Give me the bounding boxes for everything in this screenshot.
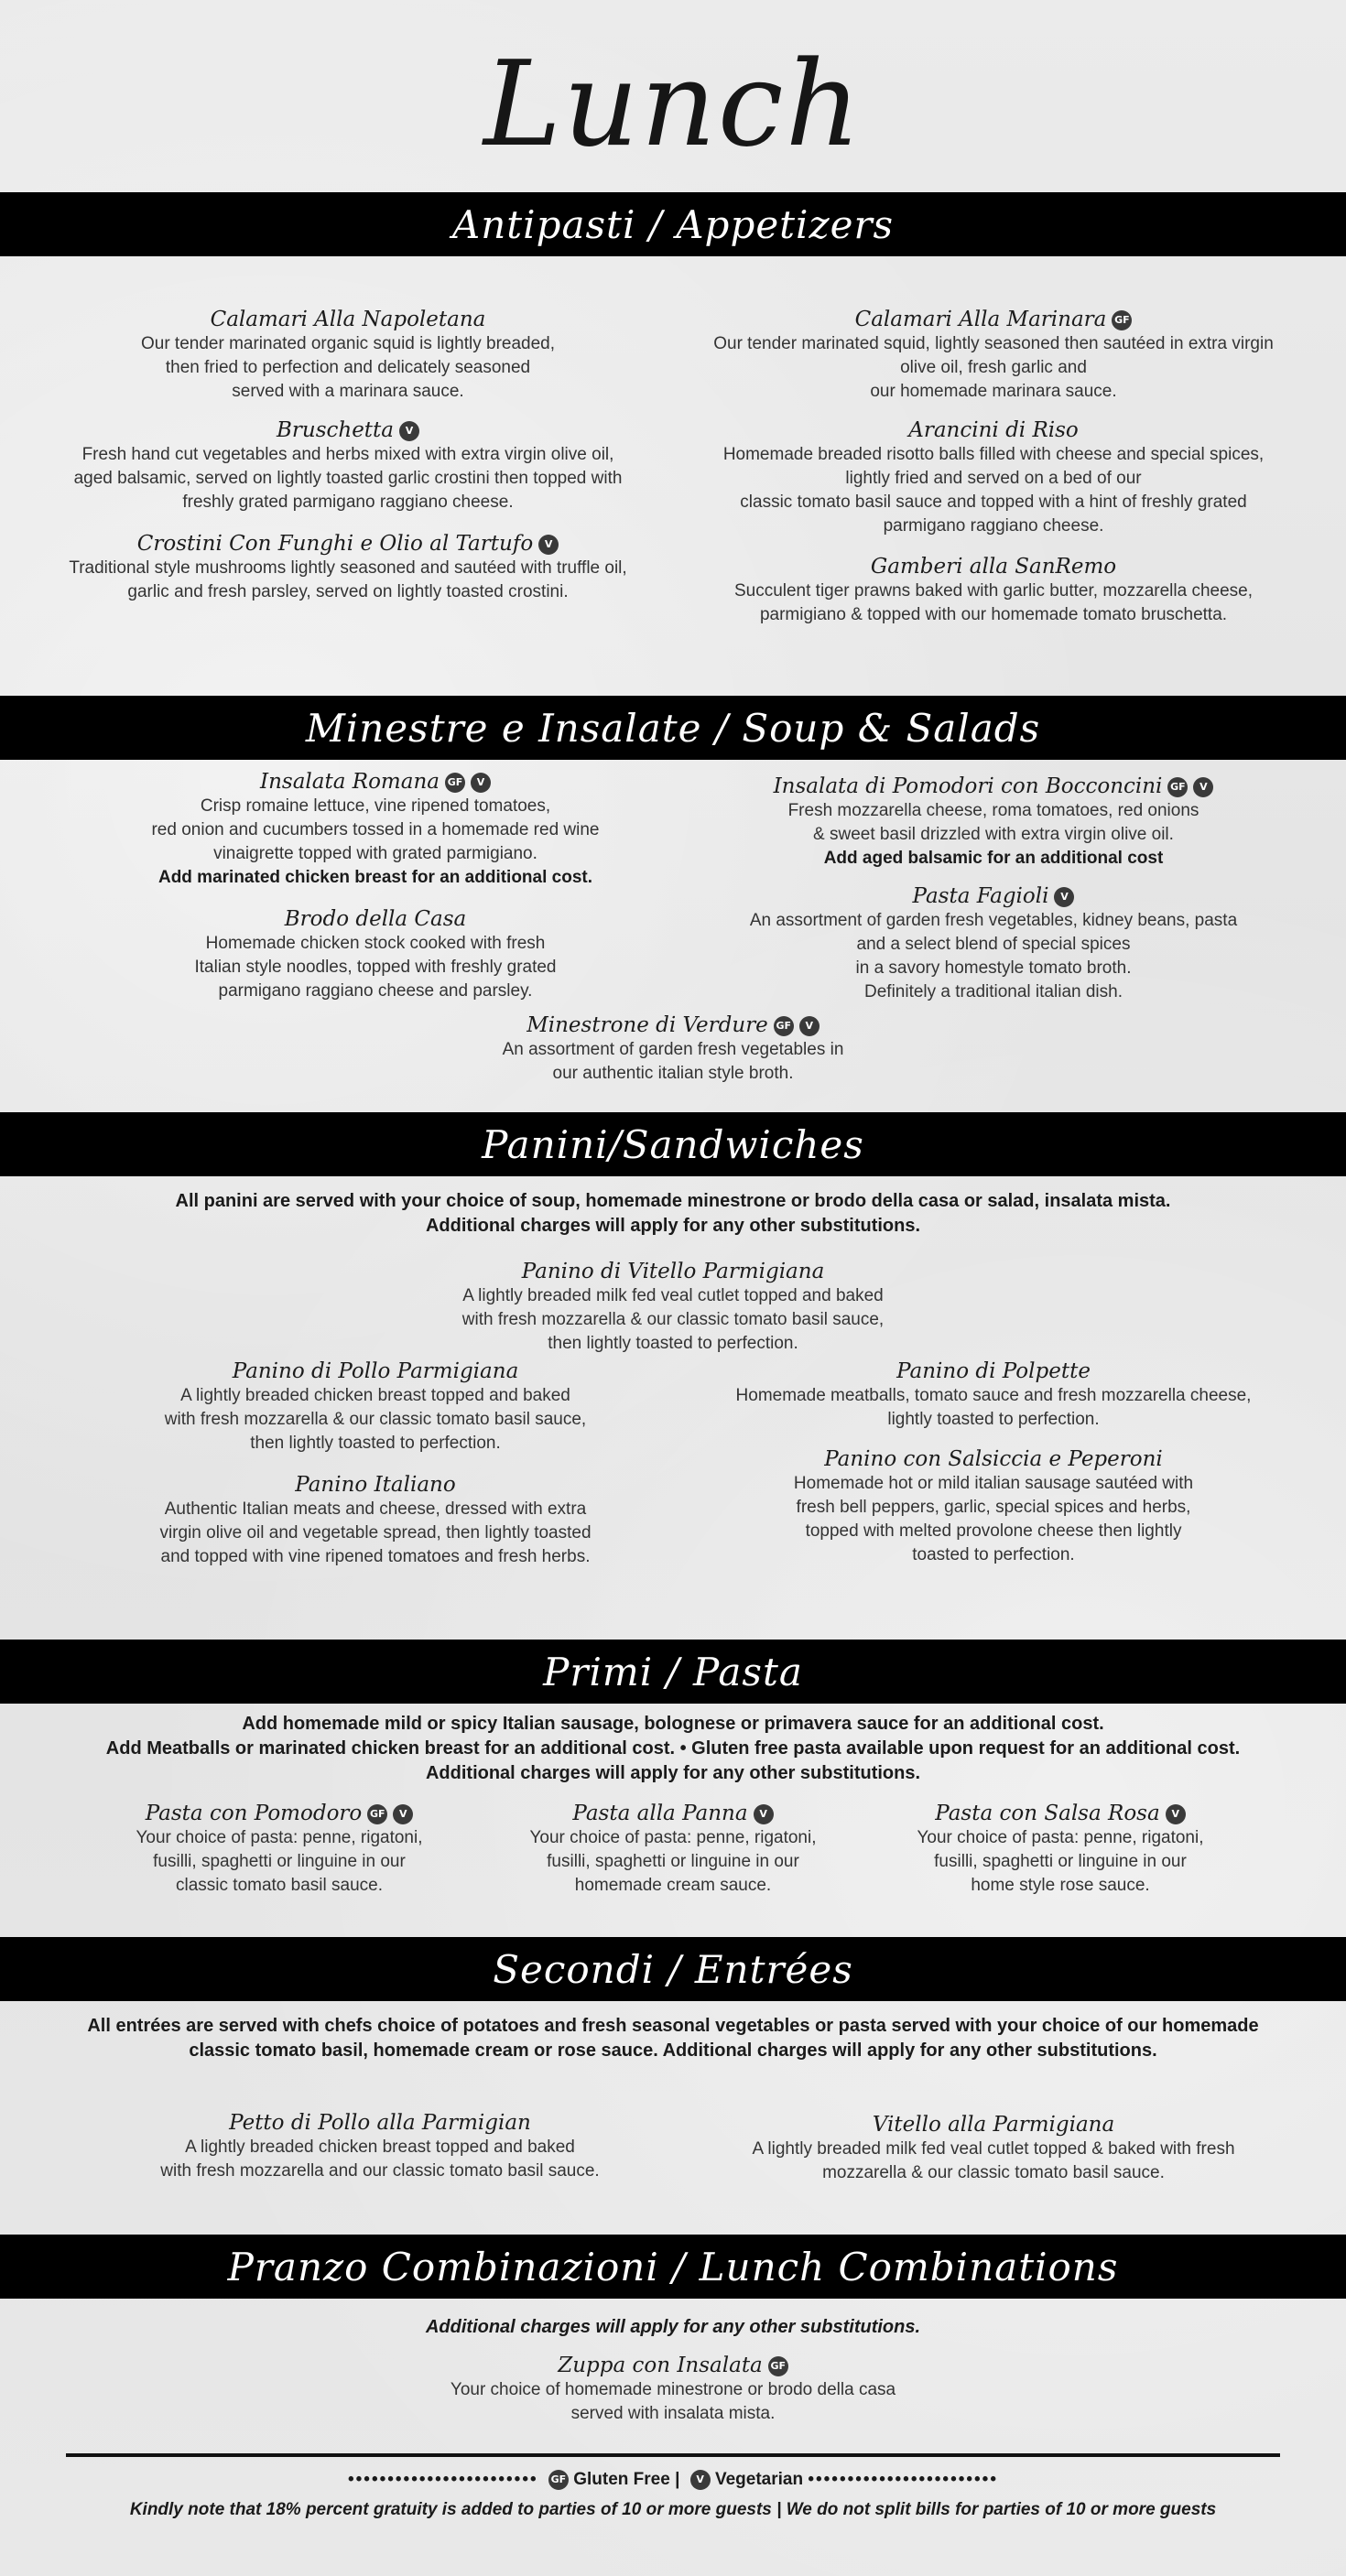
vegetarian-icon: V — [1054, 887, 1074, 907]
section-header-panini — [0, 1112, 1346, 1176]
combos-note: Additional charges will apply for any other substitutions. — [425, 2317, 921, 2337]
item-name: Pasta con Salsa Rosa — [935, 1802, 1160, 1825]
section-header-appetizers — [0, 192, 1346, 256]
item-description: Your choice of pasta: penne, rigatoni, fusilli, spaghetti or linguine in our classic tomato basil sauce. — [136, 1828, 423, 1895]
section-header-combos — [0, 2235, 1346, 2299]
item-name: Insalata Romana — [260, 770, 440, 794]
section-title: Antipasti / Appetizers — [451, 201, 895, 247]
gluten-free-icon: GF — [548, 2470, 569, 2490]
item-description: Homemade chicken stock cooked with fresh Italian style noodles, topped with freshly grated parmigano raggiano cheese and parsley. — [194, 934, 557, 1001]
vegetarian-icon: V — [1193, 777, 1213, 797]
item-name: Calamari Alla Napoletana — [210, 308, 486, 331]
item-description: Homemade hot or mild italian sausage sautéed with fresh bell peppers, garlic, special spices and herbs, topped with melted provolone cheese then lightly toasted to perfection. — [793, 1474, 1194, 1564]
item-extra: Add marinated chicken breast for an additional cost. — [157, 868, 593, 887]
item-name: Panino di Pollo Parmigiana — [232, 1359, 519, 1383]
gluten-free-icon: GF — [367, 1804, 387, 1824]
menu-item-insalata-romana — [73, 769, 678, 890]
item-description: Our tender marinated squid, lightly seasoned then sautéed in extra virgin olive oil, fresh garlic and our homemade marinara sauce. — [713, 334, 1274, 401]
vegetarian-icon: V — [754, 1804, 774, 1824]
gluten-free-icon: GF — [1167, 777, 1188, 797]
dotted-leader: •••••••••••••••••••••••• — [808, 2470, 998, 2490]
item-description: Your choice of pasta: penne, rigatoni, fusilli, spaghetti or linguine in our homemade cream sauce. — [529, 1828, 817, 1895]
item-description: A lightly breaded milk fed veal cutlet topped and baked with fresh mozzarella & our classic tomato basil sauce, then lightly toasted to perfection. — [461, 1286, 885, 1353]
gluten-free-icon: GF — [768, 2356, 788, 2376]
item-name: Vitello alla Parmigiana — [872, 2113, 1115, 2137]
item-description: Succulent tiger prawns baked with garlic butter, mozzarella cheese, parmigiano & topped with our homemade tomato bruschetta. — [733, 581, 1254, 624]
pasta-note: Add homemade mild or spicy Italian sausage, bolognese or primavera sauce for an additional cost. Add Meatballs or marinated chicken breast for an additional cost. • Gluten free pasta available upon request for an additional cost. Additional charges will apply for any other substitutions. — [105, 1714, 1241, 1783]
vegetarian-icon: V — [399, 421, 419, 441]
item-description: Homemade breaded risotto balls filled with cheese and special spices, lightly fried and served on a bed of our classic tomato basil sauce and topped with a hint of freshly grated parmigano raggiano cheese. — [722, 445, 1265, 536]
item-name: Insalata di Pomodori con Bocconcini — [773, 774, 1163, 798]
item-name: Pasta Fagioli — [912, 884, 1049, 908]
item-name: Zuppa con Insalata — [558, 2354, 763, 2377]
dietary-legend — [0, 2470, 1346, 2490]
item-description: Homemade meatballs, tomato sauce and fresh mozzarella cheese, lightly toasted to perfection. — [735, 1386, 1252, 1429]
section-title: Secondi / Entrées — [493, 1946, 853, 1992]
item-name: Panino di Polpette — [896, 1359, 1091, 1383]
item-name: Panino di Vitello Parmigiana — [521, 1260, 825, 1283]
gluten-free-icon: GF — [1112, 310, 1132, 330]
vegetarian-icon: V — [1166, 1804, 1186, 1824]
menu-item-pasta-rosa — [859, 1801, 1262, 1898]
dotted-leader: •••••••••••••••••••••••• — [347, 2470, 538, 2490]
item-name: Crostini Con Funghi e Olio al Tartufo — [136, 532, 534, 556]
panini-note: All panini are served with your choice of soup, homemade minestrone or brodo della casa or salad, insalata mista. Additional charges will apply for any other substitutions. — [175, 1191, 1171, 1236]
vegetarian-icon: V — [690, 2470, 711, 2490]
section-header-pasta — [0, 1640, 1346, 1704]
menu-item-petto-pollo — [73, 2110, 687, 2183]
legend-vegetarian: Vegetarian — [714, 2470, 804, 2490]
gluten-free-icon: GF — [774, 1016, 794, 1036]
item-description: Fresh mozzarella cheese, roma tomatoes, red onions & sweet basil drizzled with extra virgin olive oil. Add aged balsamic for an additional cost — [678, 799, 1309, 871]
menu-item-panino-vitello — [353, 1259, 993, 1356]
item-description: Crisp romaine lettuce, vine ripened tomatoes, red onion and cucumbers tossed in a homemade red wine vinaigrette topped with grated parmigiano. Add marinated chicken breast for an additional cost. — [73, 795, 678, 890]
item-description: Fresh hand cut vegetables and herbs mixed with extra virgin olive oil, aged balsamic, served on lightly toasted garlic crostini then topped with freshly grated parmigano raggiano cheese. — [73, 445, 623, 512]
item-name: Gamberi alla SanRemo — [870, 555, 1117, 579]
menu-item-pasta-pomodoro — [78, 1801, 481, 1898]
menu-item-zuppa — [353, 2353, 993, 2426]
section-title: Minestre e Insalate / Soup & Salads — [305, 705, 1041, 751]
menu-item-insalata-pomodori — [678, 774, 1309, 871]
legend-gluten-free: Gluten Free — [573, 2470, 670, 2490]
item-description: Your choice of homemade minestrone or brodo della casa served with insalata mista. — [450, 2380, 896, 2423]
menu-item-calamari-marinara — [678, 307, 1309, 404]
menu-item-arancini — [678, 417, 1309, 538]
footer-divider — [66, 2453, 1280, 2457]
item-name: Minestrone di Verdure — [526, 1013, 768, 1037]
vegetarian-icon: V — [538, 535, 559, 555]
menu-item-panino-polpette — [678, 1358, 1309, 1432]
vegetarian-icon: V — [393, 1804, 413, 1824]
menu-item-pasta-fagioli — [678, 883, 1309, 1004]
menu-item-vitello — [678, 2112, 1309, 2185]
item-name: Petto di Pollo alla Parmigian — [229, 2111, 531, 2135]
item-extra: Add aged balsamic for an additional cost — [823, 849, 1164, 868]
menu-item-calamari-napoletana — [37, 307, 659, 404]
item-description: Authentic Italian meats and cheese, dressed with extra virgin olive oil and vegetable spread, then lightly toasted and topped with vine ripened tomatoes and fresh herbs. — [159, 1499, 592, 1566]
item-description: Your choice of pasta: penne, rigatoni, fusilli, spaghetti or linguine in our home style rose sauce. — [917, 1828, 1204, 1895]
item-name: Panino con Salsiccia e Peperoni — [824, 1447, 1163, 1471]
menu-item-pasta-panna — [472, 1801, 874, 1898]
item-description: A lightly breaded chicken breast topped and baked with fresh mozzarella & our classic tomato basil sauce, then lightly toasted to perfection. — [164, 1386, 587, 1453]
menu-item-panino-pollo — [73, 1358, 678, 1456]
menu-item-brodo — [73, 906, 678, 1003]
item-name: Panino Italiano — [295, 1473, 456, 1497]
entrees-note: All entrées are served with chefs choice of potatoes and fresh seasonal vegetables or pasta served with your choice of our homemade classic tomato basil, homemade cream or rose sauce. Additional charges will apply for any other substitutions. — [87, 2016, 1259, 2061]
menu-item-bruschetta — [37, 417, 659, 514]
item-name: Arancini di Riso — [908, 418, 1079, 442]
item-name: Calamari Alla Marinara — [854, 308, 1107, 331]
vegetarian-icon: V — [799, 1016, 820, 1036]
item-name: Brodo della Casa — [284, 907, 467, 931]
menu-item-crostini — [37, 531, 659, 604]
gluten-free-icon: GF — [445, 773, 465, 793]
item-name: Pasta alla Panna — [572, 1802, 748, 1825]
item-description: Our tender marinated organic squid is lightly breaded, then fried to perfection and delicately seasoned served with a marinara sauce. — [140, 334, 556, 401]
menu-item-gamberi — [678, 554, 1309, 627]
item-description: A lightly breaded chicken breast topped and baked with fresh mozzarella and our classic tomato basil sauce. — [160, 2138, 600, 2181]
item-description: An assortment of garden fresh vegetables in our authentic italian style broth. — [502, 1040, 844, 1083]
item-name: Pasta con Pomodoro — [145, 1802, 363, 1825]
menu-item-minestrone — [353, 1012, 993, 1086]
menu-title: Lunch — [483, 37, 863, 173]
item-name: Bruschetta — [276, 418, 395, 442]
gratuity-note: Kindly note that 18% percent gratuity is added to parties of 10 or more guests | We do not split bills for parties of 10 or more guests — [129, 2500, 1217, 2519]
section-header-entrees — [0, 1937, 1346, 2001]
section-title: Primi / Pasta — [543, 1649, 803, 1694]
menu-item-panino-salsiccia — [678, 1446, 1309, 1567]
item-description: A lightly breaded milk fed veal cutlet topped & baked with fresh mozzarella & our classic tomato basil sauce. — [752, 2139, 1235, 2182]
section-header-soups — [0, 696, 1346, 760]
item-description: An assortment of garden fresh vegetables, kidney beans, pasta and a select blend of special spices in a savory homestyle tomato broth. Definitely a traditional italian dish. — [749, 911, 1238, 1001]
item-description: Traditional style mushrooms lightly seasoned and sautéed with truffle oil, garlic and fresh parsley, served on lightly toasted crostini. — [69, 558, 627, 601]
vegetarian-icon: V — [471, 773, 491, 793]
legend-separator: | — [675, 2470, 680, 2490]
section-title: Panini/Sandwiches — [482, 1121, 864, 1167]
section-title: Pranzo Combinazioni / Lunch Combinations — [227, 2244, 1119, 2289]
menu-item-panino-italiano — [73, 1472, 678, 1569]
